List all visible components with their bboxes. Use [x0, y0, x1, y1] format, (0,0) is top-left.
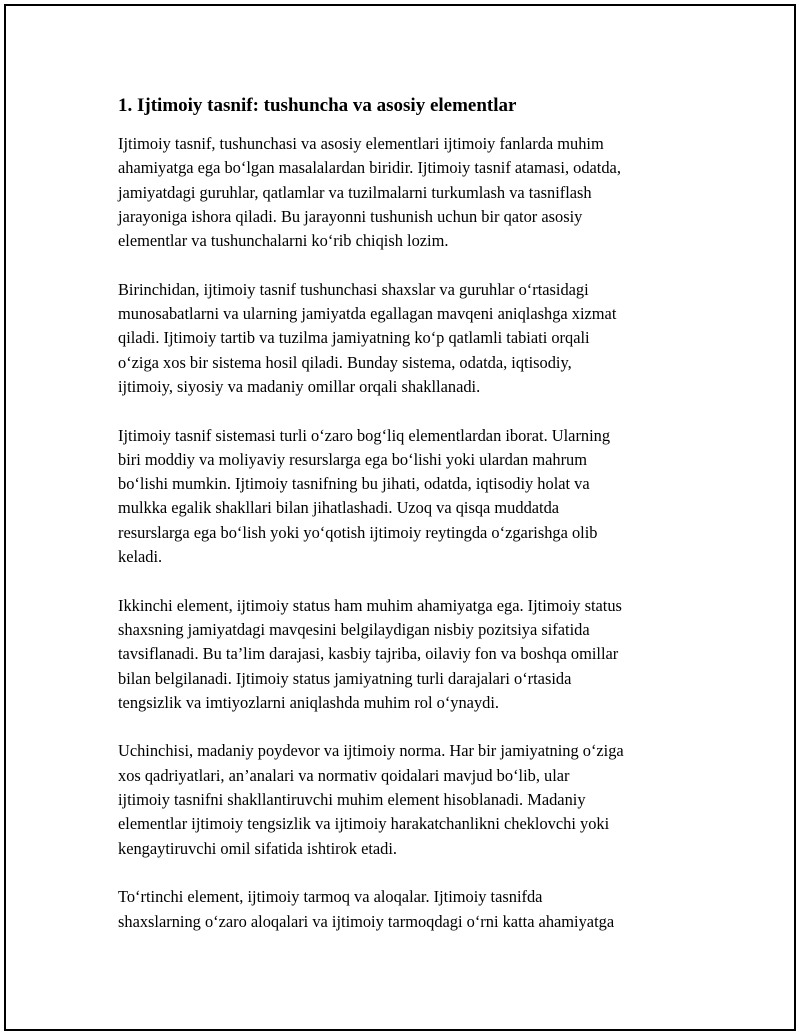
text-line: Ijtimoiy tasnif, tushunchasi va asosiy elementlari ijtimoiy fanlarda muhim	[118, 134, 604, 153]
text-line: biri moddiy va moliyaviy resurslarga ega bo‘lishi yoki ulardan mahrum	[118, 449, 588, 469]
text-line: Uchinchisi, madaniy poydevor va ijtimoiy norma. Har bir jamiyatning o‘ziga	[118, 741, 624, 761]
text-line: o‘ziga xos bir sistema hosil qiladi. Bunday sistema, odatda, iqtisodiy,	[118, 352, 572, 372]
text-line: jamiyatdagi guruhlar, qatlamlar va tuzilmalarni turkumlash va tasniflash	[118, 182, 592, 202]
text-line: kengaytiruvchi omil sifatida ishtirok etadi.	[118, 838, 398, 858]
text-line: bo‘lishi mumkin. Ijtimoiy tasnifning bu jihati, odatda, iqtisodiy holat va	[118, 474, 590, 494]
text-line: ijtimoiy, siyosiy va madaniy omillar orqali shakllanadi.	[118, 376, 481, 396]
paragraph-system	[118, 424, 688, 570]
text-line: Ijtimoiy tasnif sistemasi turli o‘zaro bog‘liq elementlardan iborat. Ularning	[118, 425, 611, 445]
text-line: keladi.	[118, 547, 163, 567]
text-line: qiladi. Ijtimoiy tartib va tuzilma jamiyatning ko‘p qatlamli tabiati orqali	[118, 328, 590, 348]
paragraph-third	[118, 739, 688, 860]
text-line: bilan belgilanadi. Ijtimoiy status jamiyatning turli darajalari o‘rtasida	[118, 668, 572, 688]
document-body	[118, 94, 688, 958]
text-line: ijtimoiy tasnifni shakllantiruvchi muhim element hisoblanadi. Madaniy	[118, 790, 586, 810]
section-heading: 1. Ijtimoiy tasnif: tushuncha va asosiy elementlar	[118, 95, 517, 116]
text-line: elementlar va tushunchalarni ko‘rib chiqish lozim.	[118, 231, 449, 251]
text-line: resurslarga ega bo‘lish yoki yo‘qotish ijtimoiy reytingda o‘zgarishga olib	[118, 522, 598, 542]
text-line: tavsiflanadi. Bu ta’lim darajasi, kasbiy tajriba, oilaviy fon va boshqa omillar	[118, 644, 619, 664]
text-line: elementlar ijtimoiy tengsizlik va ijtimoiy harakatchanlikni cheklovchi yoki	[118, 814, 610, 834]
text-line: Ikkinchi element, ijtimoiy status ham muhim ahamiyatga ega. Ijtimoiy status	[118, 595, 622, 615]
text-line: Birinchidan, ijtimoiy tasnif tushunchasi shaxslar va guruhlar o‘rtasidagi	[118, 279, 589, 299]
paragraph-fourth	[118, 885, 688, 934]
text-line: jarayoniga ishora qiladi. Bu jarayonni tushunish uchun bir qator asosiy	[118, 206, 583, 226]
text-line: xos qadriyatlari, an’analari va normativ qoidalari mavjud bo‘lib, ular	[118, 765, 570, 785]
text-line: shaxslarning o‘zaro aloqalari va ijtimoiy tarmoqdagi o‘rni katta ahamiyatga	[118, 911, 615, 931]
paragraph-first	[118, 278, 688, 399]
text-line: mulkka egalik shakllari bilan jihatlashadi. Uzoq va qisqa muddatda	[118, 498, 560, 518]
paragraph-intro	[118, 132, 688, 253]
paragraph-second	[118, 594, 688, 715]
text-line: tengsizlik va imtiyozlarni aniqlashda muhim rol o‘ynaydi.	[118, 692, 500, 712]
text-line: shaxsning jamiyatdagi mavqesini belgilaydigan nisbiy pozitsiya sifatida	[118, 619, 590, 639]
text-line: munosabatlarni va ularning jamiyatda egallagan mavqeni aniqlashga xizmat	[118, 304, 617, 324]
text-line: To‘rtinchi element, ijtimoiy tarmoq va aloqalar. Ijtimoiy tasnifda	[118, 887, 543, 907]
text-line: ahamiyatga ega bo‘lgan masalalardan biridir. Ijtimoiy tasnif atamasi, odatda,	[118, 158, 621, 178]
